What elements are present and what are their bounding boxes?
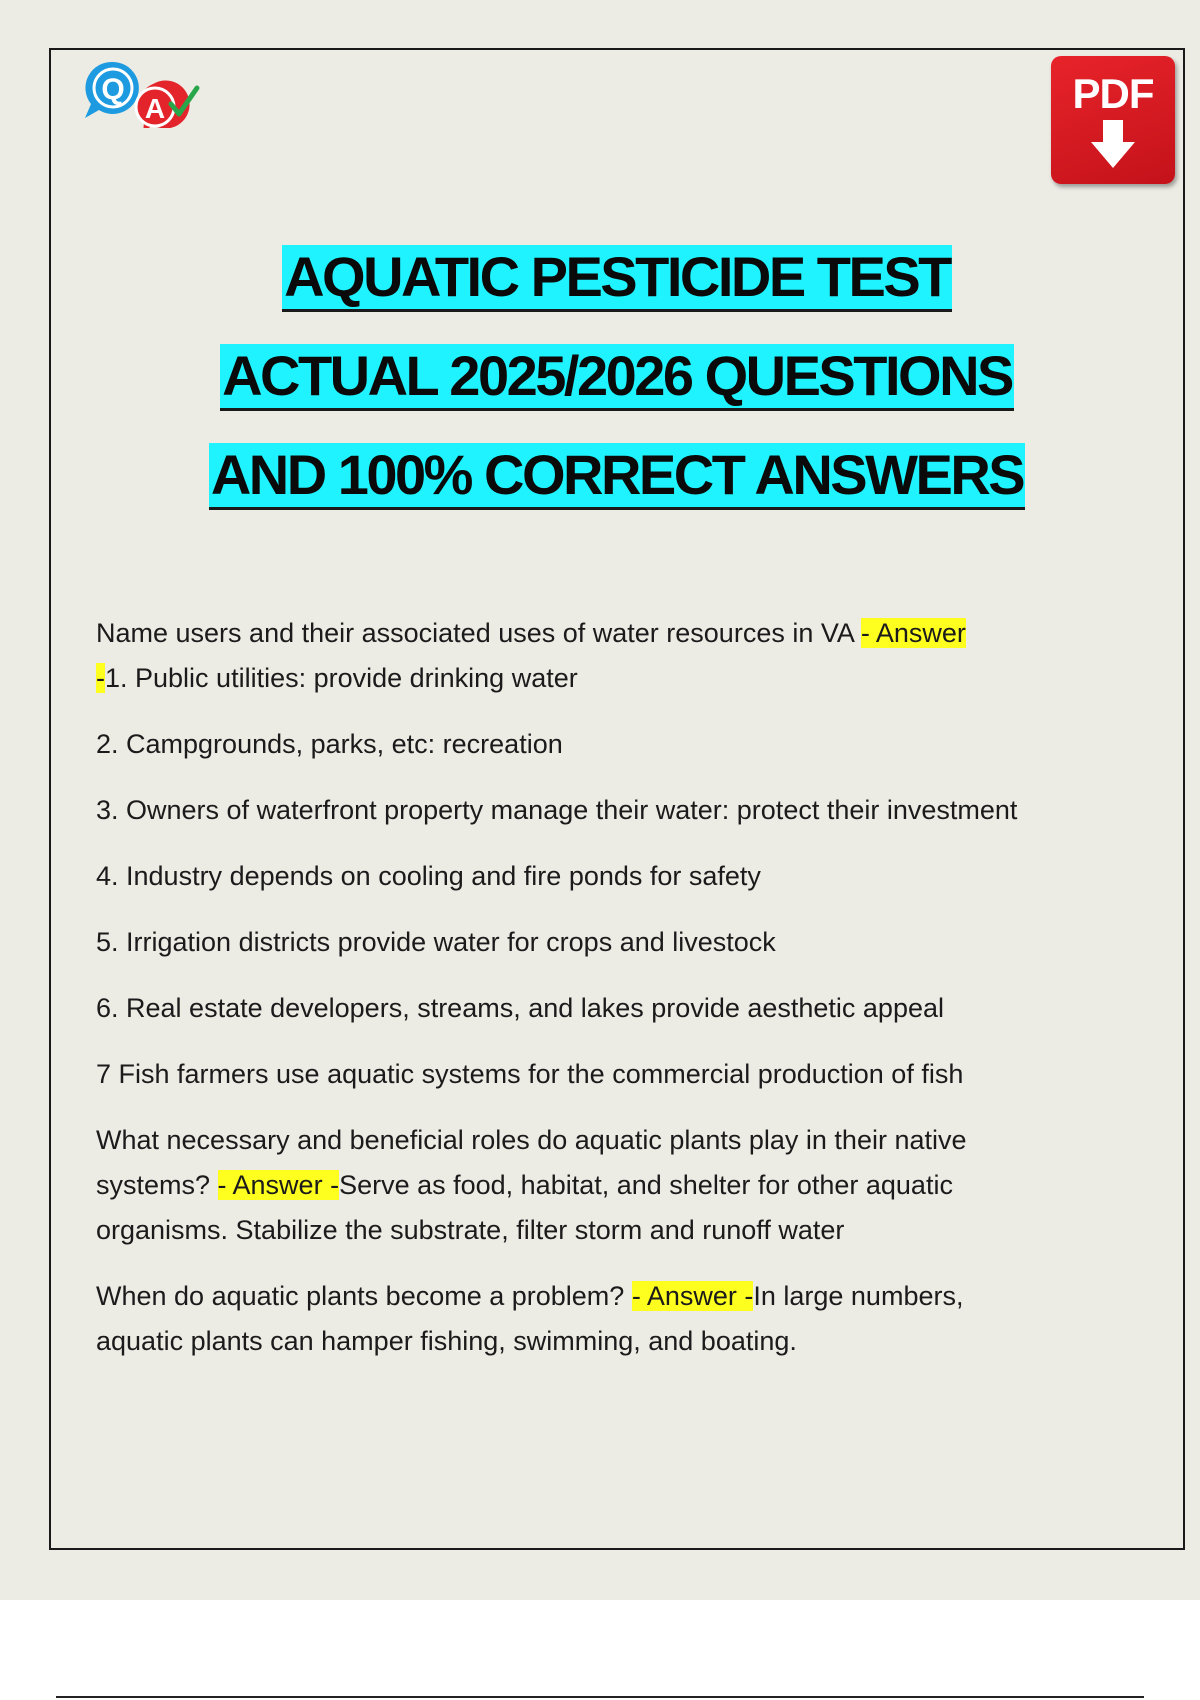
answer-tag: - Answer - <box>631 1281 754 1311</box>
list-item: 5. Irrigation districts provide water for crops and livestock <box>96 927 776 957</box>
question-1 <box>96 611 1056 701</box>
pdf-label: PDF <box>1072 70 1154 117</box>
list-item: 6. Real estate developers, streams, and lakes provide aesthetic appeal <box>96 993 944 1023</box>
divider <box>56 1696 1144 1698</box>
list-item: 7 Fish farmers use aquatic systems for the commercial production of fish <box>96 1059 964 1089</box>
answer-tag: - Answer - <box>217 1170 340 1200</box>
answer-tag-dash: - <box>96 663 105 693</box>
title-line-2: ACTUAL 2025/2026 QUESTIONS <box>220 344 1014 411</box>
answer-2-text: Serve as food, habitat, and shelter for other aquatic organisms. Stabilize the substrate, filter storm and runoff water <box>96 1170 953 1245</box>
question-3 <box>96 1274 1056 1364</box>
list-item: 3. Owners of waterfront property manage their water: protect their investment <box>96 795 1018 825</box>
document-title <box>51 245 1183 542</box>
qa-content <box>96 611 1056 1385</box>
answer-tag: - Answer <box>860 618 966 648</box>
question-2-text: What necessary and beneficial roles do aquatic plants play in their native systems? <box>96 1125 967 1200</box>
qa-logo-icon <box>71 58 201 128</box>
question-1-text: Name users and their associated uses of water resources in VA <box>96 618 861 648</box>
question-2 <box>96 1118 1056 1253</box>
answer-3-text: In large numbers, aquatic plants can hamper fishing, swimming, and boating. <box>96 1281 964 1356</box>
pdf-download-icon[interactable] <box>1051 56 1175 184</box>
list-item: 2. Campgrounds, parks, etc: recreation <box>96 729 563 759</box>
question-3-text: When do aquatic plants become a problem? <box>96 1281 632 1311</box>
arrow-down-icon <box>1091 120 1135 168</box>
a-letter: A <box>144 93 166 124</box>
title-line-1: AQUATIC PESTICIDE TEST <box>282 245 952 312</box>
answer-1-first: 1. Public utilities: provide drinking water <box>105 663 578 693</box>
q-letter: Q <box>101 73 125 106</box>
title-line-3: AND 100% CORRECT ANSWERS <box>209 443 1025 510</box>
list-item: 4. Industry depends on cooling and fire ponds for safety <box>96 861 761 891</box>
